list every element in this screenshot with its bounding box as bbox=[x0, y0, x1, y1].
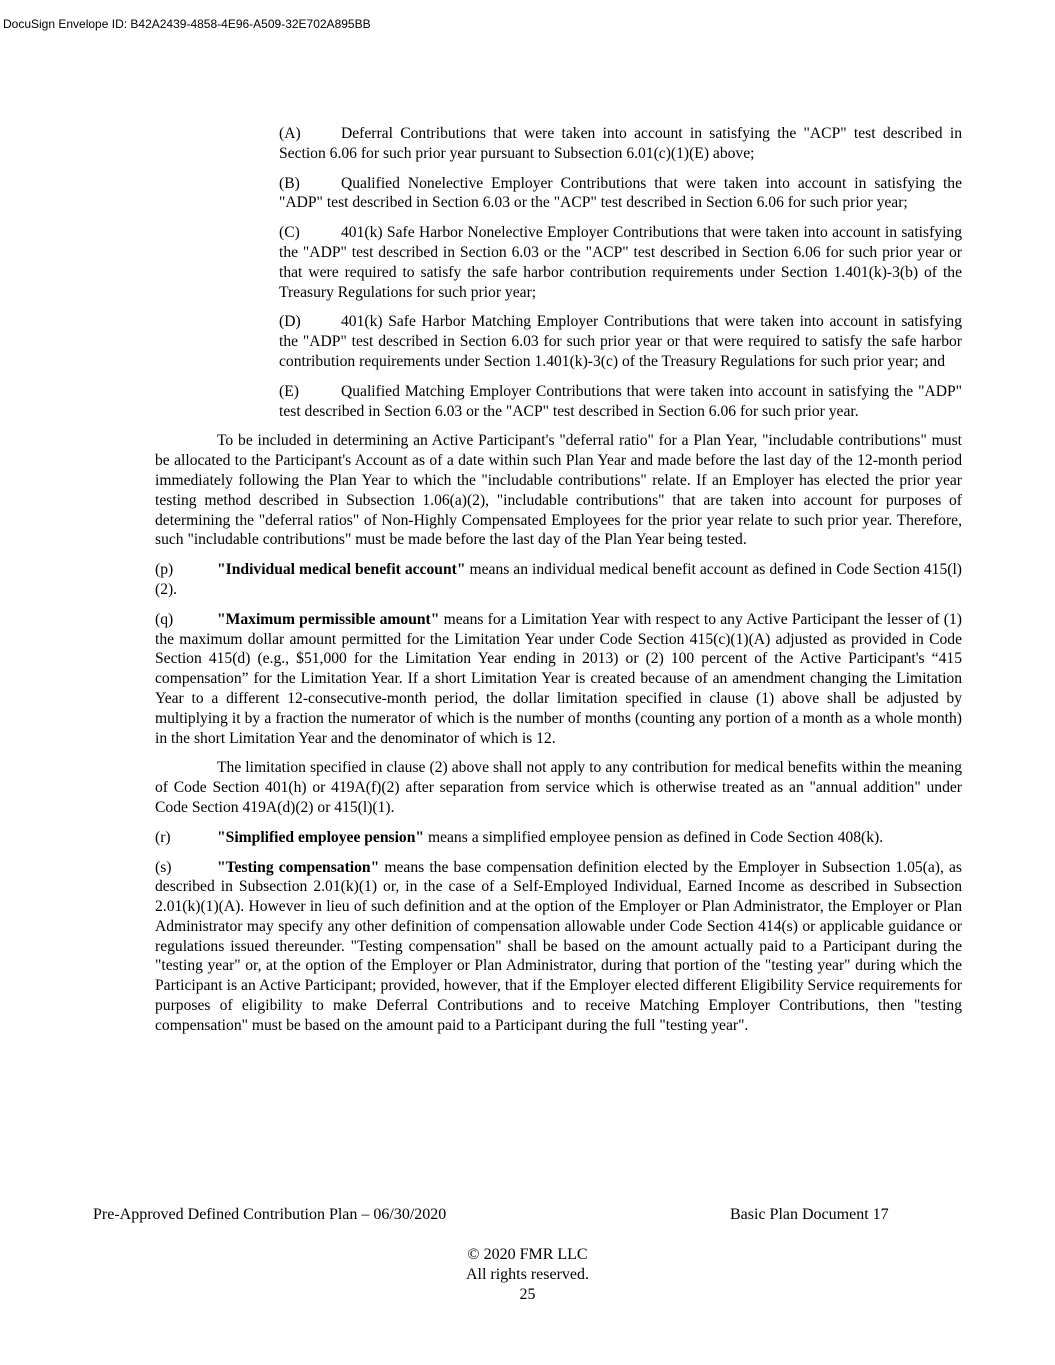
subitem-text: 401(k) Safe Harbor Nonelective Employer Contributions that were taken into account in satisfying the "ADP" test described in Section 6.03 or the "ACP" test described in Section 6.06 for such prior year or that were required to satisfy the safe harbor contribution requirements under Section 1.401(k)-3(b) of the Treasury Regulations for such prior year; bbox=[279, 224, 962, 301]
subitem-label: (D) bbox=[279, 313, 301, 331]
definition-q bbox=[155, 610, 962, 749]
subitem-text: Qualified Nonelective Employer Contributions that were taken into account in satisfying the "ADP" test described in Section 6.03 or the "ACP" test described in Section 6.06 for such prior year; bbox=[279, 174, 962, 212]
subitem-text: Deferral Contributions that were taken into account in satisfying the "ACP" test described in Section 6.06 for such prior year pursuant to Subsection 6.01(c)(1)(E) above; bbox=[279, 125, 962, 162]
definition-term: "Testing compensation" bbox=[217, 858, 380, 876]
footer-document-ref: Basic Plan Document 17 bbox=[730, 1206, 889, 1223]
definition-label: (p) bbox=[155, 561, 174, 579]
footer-plan-name: Pre-Approved Defined Contribution Plan – 06/30/2020 bbox=[93, 1206, 447, 1223]
definition-text: means a simplified employee pension as defined in Code Section 408(k). bbox=[424, 828, 884, 846]
docusign-envelope-id: DocuSign Envelope ID: B42A2439-4858-4E96-A509-32E702A895BB bbox=[3, 17, 371, 31]
document-body bbox=[155, 124, 962, 1046]
subitem-label: (C) bbox=[279, 224, 300, 242]
definition-r bbox=[155, 828, 962, 848]
subitem-text: Qualified Matching Employer Contributions that were taken into account in satisfying the "ADP" test described in Section 6.03 or the "ACP" test described in Section 6.06 for such prior year. bbox=[279, 382, 962, 420]
definition-label: (q) bbox=[155, 610, 174, 628]
footer-copyright-block bbox=[0, 1245, 1055, 1305]
subitem-label: (E) bbox=[279, 382, 299, 400]
definition-term: "Maximum permissible amount" bbox=[217, 610, 440, 628]
definition-text: means an individual medical benefit account as defined in Code Section 415(l)(2). bbox=[155, 561, 962, 598]
paragraph-includable-contributions: To be included in determining an Active Participant's "deferral ratio" for a Plan Year, "includable contributions" must be allocated to the Participant's Account as of a date within such Plan Year and made before the last day of the 12-month period immediately following the Plan Year to which the "includable contributions" relate. If an Employer has elected the prior year testing method described in Subsection 1.06(a)(2), "includable contributions" that are taken into account for purposes of determining the "deferral ratios" of Non-Highly Compensated Employees for the prior year relate to such prior year. Therefore, such "includable contributions" must be made before the last day of the Plan Year being tested. bbox=[155, 432, 962, 549]
definition-s bbox=[155, 858, 962, 1036]
definition-label: (r) bbox=[155, 828, 171, 846]
subitem-d bbox=[279, 312, 962, 371]
paragraph-limitation-clause: The limitation specified in clause (2) above shall not apply to any contribution for medical benefits within the meaning of Code Section 401(h) or 419A(f)(2) after separation from service which is otherwise treated as an "annual addition" under Code Section 419A(d)(2) or 415(l)(1). bbox=[155, 759, 962, 816]
copyright-line: © 2020 FMR LLC bbox=[467, 1246, 588, 1263]
definition-text: means the base compensation definition elected by the Employer in Subsection 1.05(a), as described in Subsection 2.01(k)(1) or, in the case of a Self-Employed Individual, Earned Income as described in Subsection 2.01(k)(1)(A). However in lieu of such definition and at the option of the Employer or Plan Administrator, the Employer or Plan Administrator may specify any other definition of compensation allowable under Code Section 414(s) or applicable guidance or regulations issued thereunder. "Testing compensation" shall be based on the amount actually paid to a Participant during the "testing year" or, at the option of the Employer or Plan Administrator, during that portion of the "testing year" during which the Participant is an Active Participant; provided, however, that if the Employer elected different Eligibility Service requirements for purposes of eligibility to make Deferral Contributions and to receive Matching Employer Contributions, then "testing compensation" must be based on the amount paid to a Participant during the full "testing year". bbox=[155, 858, 962, 1034]
definition-term: "Individual medical benefit account" bbox=[217, 561, 466, 579]
definition-label: (s) bbox=[155, 858, 172, 876]
page-number: 25 bbox=[519, 1286, 536, 1303]
subitem-label: (A) bbox=[279, 125, 301, 142]
subitem-e bbox=[279, 382, 962, 422]
definition-text: means for a Limitation Year with respect to any Active Participant the lesser of (1) the maximum dollar amount permitted for the Limitation Year under Code Section 415(c)(1)(A) adjusted as provided in Code Section 415(d) (e.g., $51,000 for the Limitation Year ending in 2013) or (2) 100 percent of the Active Participant's “415 compensation” for the Limitation Year. If a short Limitation Year is created because of an amendment changing the Limitation Year to a different 12-consecutive-month period, the dollar limitation specified in clause (1) above shall be adjusted by multiplying it by a fraction the numerator of which is the number of months (counting any portion of a month as a whole month) in the short Limitation Year and the denominator of which is 12. bbox=[155, 610, 962, 747]
subitem-label: (B) bbox=[279, 174, 300, 192]
subitem-text: 401(k) Safe Harbor Matching Employer Contributions that were taken into account in satisfying the "ADP" test described in Section 6.03 for such prior year or that were required to satisfy the safe harbor contribution requirements under Section 1.401(k)-3(c) of the Treasury Regulations for such prior year; and bbox=[279, 313, 962, 370]
rights-line: All rights reserved. bbox=[465, 1266, 590, 1283]
subitem-a bbox=[279, 124, 962, 164]
subitem-c bbox=[279, 223, 962, 302]
definition-p bbox=[155, 560, 962, 600]
definition-term: "Simplified employee pension" bbox=[217, 828, 425, 846]
subitem-b bbox=[279, 174, 962, 214]
